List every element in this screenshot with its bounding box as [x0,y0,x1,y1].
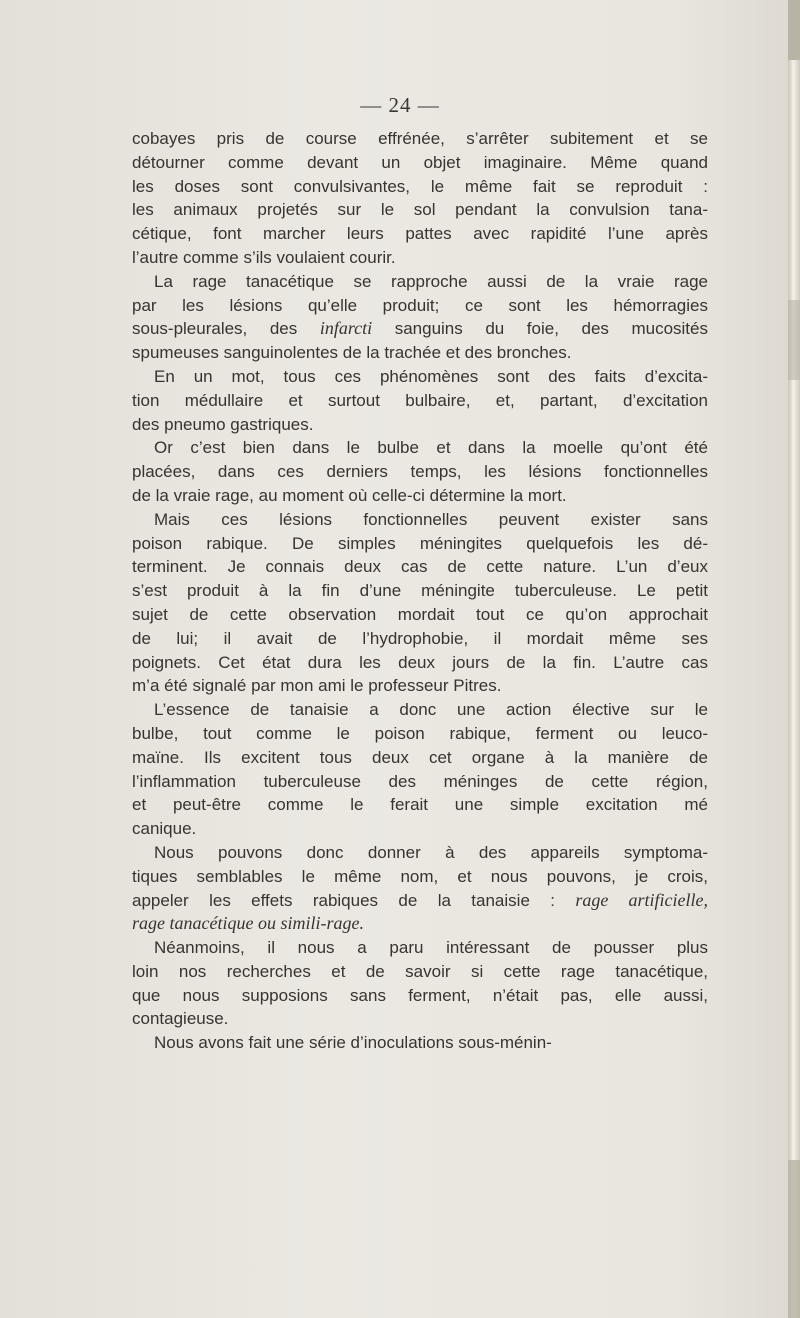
text-line: Nous pouvons donc donner à des appareils symptoma- [154,842,708,862]
text-line: m’a été signalé par mon ami le professeur Pitres. [132,676,502,696]
text-line: loin nos recherches et de savoir si cette rage tanacétique, [132,961,708,981]
text-line: maïne. Ils excitent tous deux cet organe à la manière de [132,747,708,767]
text-line: l’inflammation tuberculeuse des méninges de cette région, [132,771,708,791]
text-line: que nous supposions sans ferment, n’était pas, elle aussi, [132,985,708,1005]
text-line: Nous avons fait une série d’inoculations sous-ménin- [154,1033,552,1053]
text-line: par les lésions qu’elle produit; ce sont les hémorragies [132,295,708,315]
text-line: de lui; il avait de l’hydrophobie, il mordait même ses [132,628,708,648]
text-line: terminent. Je connais deux cas de cette nature. L’un d’eux [132,557,708,577]
italic-text: infarcti [319,318,373,339]
text-line: les doses sont convulsivantes, le même fait se reproduit : [132,176,708,196]
text-line: placées, dans ces derniers temps, les lésions fonctionnelles [132,462,708,482]
text-line: cobayes pris de course effrénée, s’arrêter subitement et se [132,129,708,148]
text-segment: sanguins du foie, des mucosités [372,319,708,339]
text-line: tiques semblables le même nom, et nous pouvons, je crois, [132,866,708,886]
text-segment: appeler les effets rabiques de la tanaisie : [132,890,576,910]
text-line: des pneumo gastriques. [132,414,314,434]
text-line: de la vraie rage, au moment où celle-ci détermine la mort. [132,485,567,505]
text-line: poison rabique. De simples méningites quelquefois les dé- [132,533,708,553]
text-line: tion médullaire et surtout bulbaire, et, partant, d’excitation [132,390,708,410]
text-line: l’autre comme s’ils voulaient courir. [132,247,396,267]
text-line: Néanmoins, il nous a paru intéressant de pousser plus [154,938,708,958]
page-edge-shadow [788,0,800,60]
page-edge-shadow [788,1160,800,1318]
text-line: sujet de cette observation mordait tout ce qu’on approchait [132,604,708,624]
text-line [132,912,708,936]
text-segment: sous-pleurales, des [132,319,320,339]
text-line: détourner comme devant un objet imaginaire. Même quand [132,152,708,172]
italic-text: rage tanacétique ou simili-rage. [132,913,364,934]
text-line: contagieuse. [132,1009,229,1029]
page-number: — 24 — [360,93,440,117]
text-line: En un mot, tous ces phénomènes sont des faits d’excita- [154,366,708,386]
page-edge-shadow [788,300,800,380]
text-line: et peut-être comme le ferait une simple excitation mé [132,795,708,815]
text-line: La rage tanacétique se rapproche aussi de la vraie rage [154,271,708,291]
text-line [132,889,708,913]
text-line: s’est produit à la fin d’une méningite tuberculeuse. Le petit [132,581,708,601]
text-line: spumeuses sanguinolentes de la trachée et des bronches. [132,343,572,363]
text-line: L’essence de tanaisie a donc une action élective sur le [154,700,708,720]
page-edge [788,0,800,1318]
text-line: bulbe, tout comme le poison rabique, ferment ou leuco- [132,723,708,743]
italic-text: rage artificielle, [575,889,708,910]
text-line: poignets. Cet état dura les deux jours de la fin. L’autre cas [132,652,708,672]
body-text [132,127,708,1055]
text-line: Mais ces lésions fonctionnelles peuvent exister sans [154,509,708,529]
text-line: canique. [132,819,197,839]
text-line [132,317,708,341]
text-line: Or c’est bien dans le bulbe et dans la moelle qu’ont été [154,438,708,458]
text-line: cétique, font marcher leurs pattes avec rapidité l’une après [132,224,708,244]
text-line: les animaux projetés sur le sol pendant la convulsion tana- [132,200,708,220]
